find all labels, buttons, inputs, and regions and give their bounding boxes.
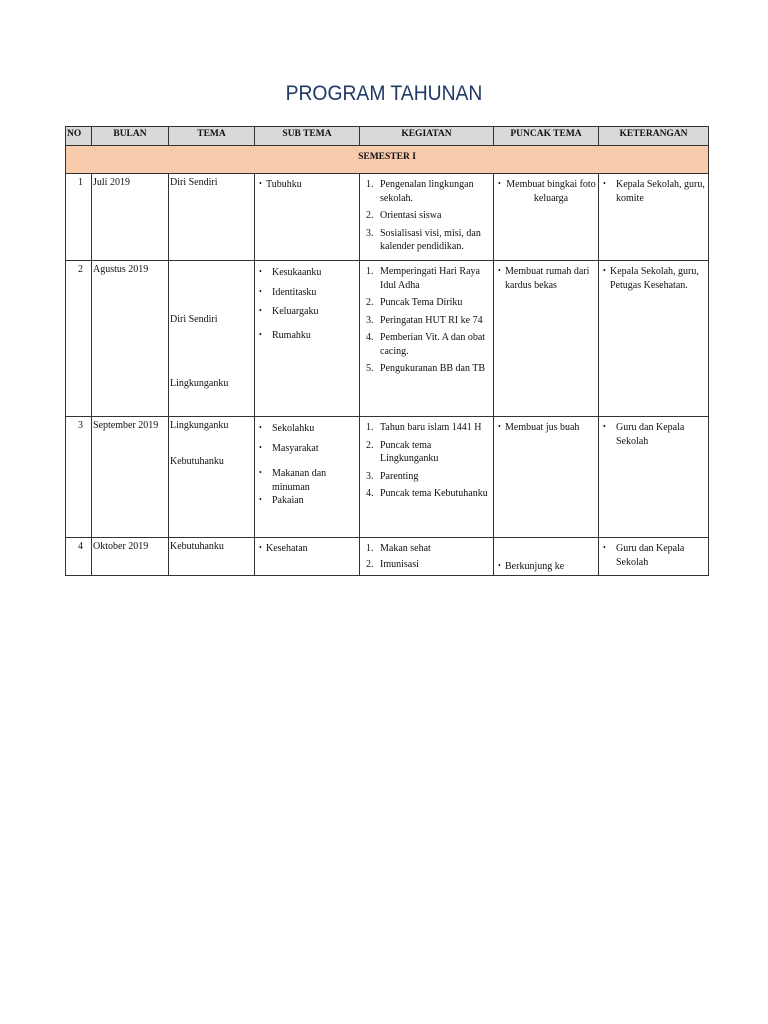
row-bulan: Agustus 2019 <box>92 261 169 417</box>
header-sub-tema: SUB TEMA <box>255 127 360 146</box>
row-kegiatan <box>360 538 494 576</box>
bullet-icon: • <box>259 306 262 315</box>
row-bulan: Oktober 2019 <box>92 538 169 576</box>
row-puncak-tema <box>494 538 599 576</box>
bullet-icon: • <box>259 286 262 296</box>
header-no: NO <box>66 127 92 146</box>
table-row <box>66 174 709 261</box>
sub-tema-item: • Rumahku <box>259 329 311 341</box>
bullet-icon: • <box>259 442 262 452</box>
tema-label: Diri Sendiri <box>170 314 218 325</box>
row-sub-tema <box>255 261 360 417</box>
sub-tema-item: • Identitasku <box>259 286 317 298</box>
semester-label: SEMESTER I <box>66 146 709 174</box>
row-bulan: September 2019 <box>92 417 169 538</box>
bullet-icon: • <box>603 266 606 275</box>
kegiatan-item: 4. Pemberian Vit. A dan obat cacing. <box>366 332 486 357</box>
program-table <box>65 126 709 576</box>
puncak-tema-item: • Membuat rumah dari kardus bekas <box>498 266 590 291</box>
tema-label: Lingkunganku <box>170 420 229 431</box>
semester-row <box>66 146 709 174</box>
bullet-icon: • <box>259 468 262 477</box>
table-header-row <box>66 127 709 146</box>
row-bulan: Juli 2019 <box>92 174 169 261</box>
bullet-icon: • <box>498 422 501 431</box>
bullet-icon: • <box>498 266 501 275</box>
bullet-icon: • <box>603 543 606 552</box>
puncak-tema-item: • Membuat bingkai foto keluarga <box>498 179 596 204</box>
row-tema <box>169 417 255 538</box>
kegiatan-item: 1. Memperingati Hari Raya Idul Adha <box>366 266 480 291</box>
row-sub-tema <box>255 417 360 538</box>
tema-label: Kebutuhanku <box>170 455 224 467</box>
bullet-icon: • <box>259 329 262 339</box>
row-kegiatan <box>360 261 494 417</box>
row-keterangan <box>599 261 709 417</box>
header-tema: TEMA <box>169 127 255 146</box>
row-tema <box>169 174 255 261</box>
keterangan-item: • Kepala Sekolah, guru, komite <box>603 179 705 204</box>
sub-tema-item: • Kesukaanku <box>259 267 322 278</box>
keterangan-item: • Kepala Sekolah, guru, Petugas Kesehatan. <box>603 266 699 291</box>
kegiatan-item: 2. Puncak Tema Diriku <box>366 297 463 308</box>
kegiatan-item: 1. Tahun baru islam 1441 H <box>366 422 482 433</box>
puncak-tema-item: • Berkunjung ke <box>498 560 565 572</box>
row-no: 1 <box>66 174 92 261</box>
row-no: 4 <box>66 538 92 576</box>
row-keterangan <box>599 174 709 261</box>
row-keterangan <box>599 417 709 538</box>
table-row <box>66 261 709 417</box>
row-tema <box>169 261 255 417</box>
table-row <box>66 538 709 576</box>
bullet-icon: • <box>259 423 262 432</box>
sub-tema-item: • Pakaian <box>259 495 304 506</box>
header-kegiatan: KEGIATAN <box>360 127 494 146</box>
row-sub-tema <box>255 174 360 261</box>
row-keterangan <box>599 538 709 576</box>
tema-label: Diri Sendiri <box>170 177 218 188</box>
bullet-icon: • <box>498 179 501 188</box>
sub-tema-item: • Masyarakat <box>259 442 319 454</box>
tema-label: Lingkunganku <box>170 377 229 389</box>
keterangan-item: • Guru dan Kepala Sekolah <box>603 543 685 568</box>
kegiatan-item: 1. Makan sehat <box>366 543 431 554</box>
row-kegiatan <box>360 417 494 538</box>
bullet-icon: • <box>498 560 501 570</box>
page-title: PROGRAM TAHUNAN <box>285 82 483 105</box>
sub-tema-item: • Kesehatan <box>259 543 308 554</box>
kegiatan-item: 3. Sosialisasi visi, misi, dan kalender pendidikan. <box>366 227 481 252</box>
row-no: 3 <box>66 417 92 538</box>
header-puncak-tema: PUNCAK TEMA <box>494 127 599 146</box>
keterangan-item: • Guru dan Kepala Sekolah <box>603 422 685 447</box>
bullet-icon: • <box>259 543 262 552</box>
kegiatan-item: 4. Puncak tema Kebutuhanku <box>366 488 488 499</box>
kegiatan-item: 1. Pengenalan lingkungan sekolah. <box>366 179 474 204</box>
kegiatan-item: 2. Imunisasi <box>366 558 419 570</box>
row-puncak-tema <box>494 261 599 417</box>
sub-tema-item: • Keluargaku <box>259 306 319 317</box>
bullet-icon: • <box>603 179 606 188</box>
bullet-icon: • <box>259 179 262 188</box>
row-no: 2 <box>66 261 92 417</box>
kegiatan-item: 2. Puncak tema Lingkunganku <box>366 439 439 464</box>
row-kegiatan <box>360 174 494 261</box>
sub-tema-item: • Sekolahku <box>259 423 315 434</box>
puncak-tema-item: • Membuat jus buah <box>498 422 580 433</box>
row-tema <box>169 538 255 576</box>
row-sub-tema <box>255 538 360 576</box>
bullet-icon: • <box>259 495 262 504</box>
kegiatan-item: 2. Orientasi siswa <box>366 210 442 221</box>
kegiatan-item: 3. Parenting <box>366 470 419 482</box>
header-keterangan: KETERANGAN <box>599 127 709 146</box>
row-puncak-tema <box>494 417 599 538</box>
row-puncak-tema <box>494 174 599 261</box>
bullet-icon: • <box>603 422 606 431</box>
kegiatan-item: 5. Pengukuranan BB dan TB <box>366 363 486 374</box>
sub-tema-item: • Makanan dan minuman <box>259 468 327 493</box>
kegiatan-item: 3. Peringatan HUT RI ke 74 <box>366 314 483 326</box>
tema-label: Kebutuhanku <box>170 541 224 552</box>
bullet-icon: • <box>259 267 262 276</box>
sub-tema-item: • Tubuhku <box>259 179 302 190</box>
header-bulan: BULAN <box>92 127 169 146</box>
table-row <box>66 417 709 538</box>
